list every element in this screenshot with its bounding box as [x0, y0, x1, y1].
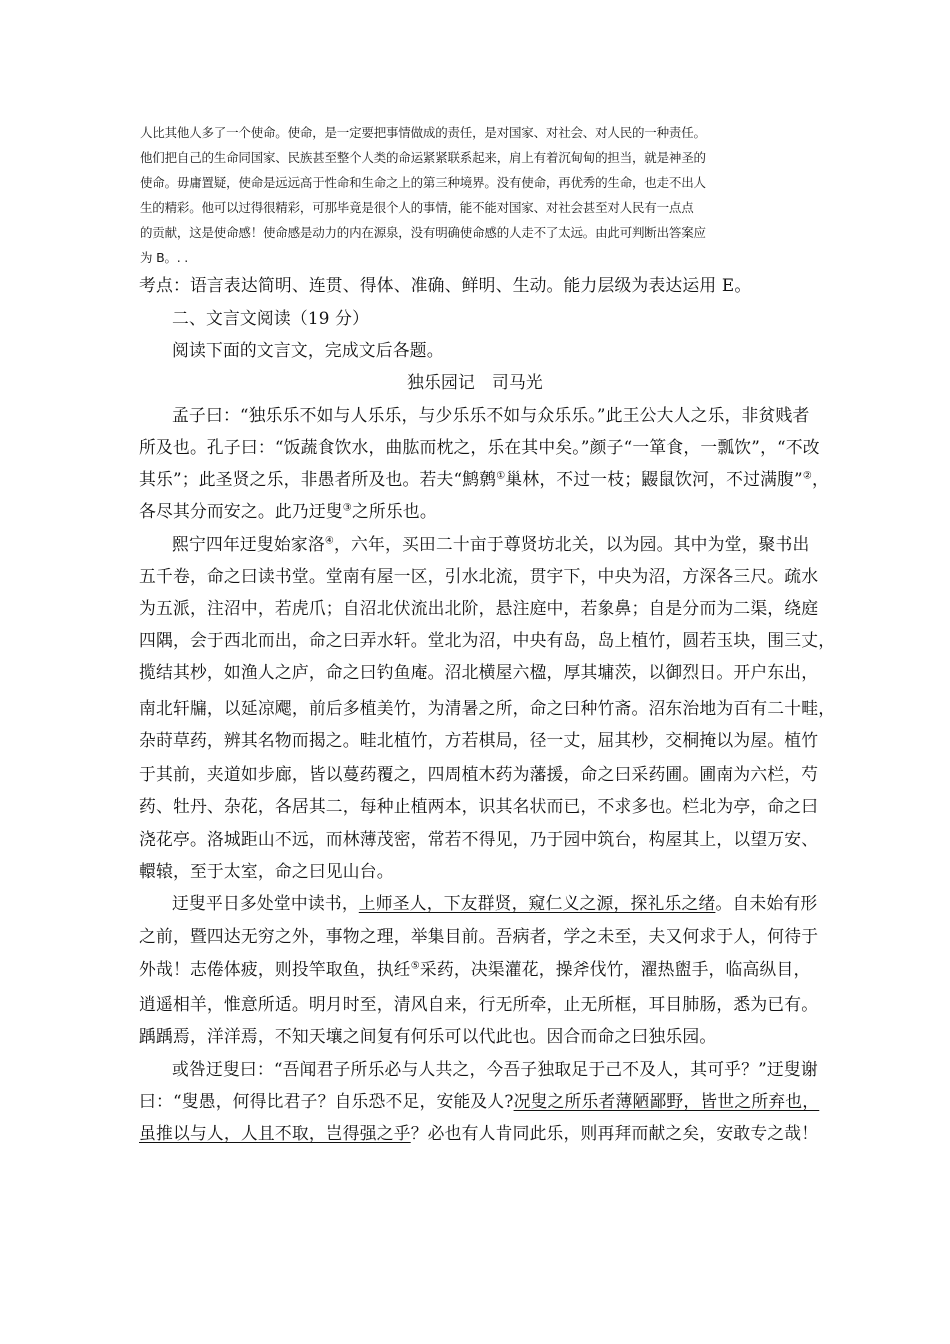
text-line: 外哉！志倦体疲，则投竿取鱼，执纴⑤采药，决渠灌花，操斧伐竹，濯热盥手，临高纵目， [139, 959, 811, 979]
footnote-marker: ③ [342, 502, 352, 514]
instruction: 阅读下面的文言文，完成文后各题。 [172, 340, 444, 360]
scan-line: 人比其他人多了一个使命。使命，是一定要把事情做成的责任，是对国家、对社会、对人民的一种责任。 [140, 125, 706, 140]
text-line: 药、牡丹、杂花，各居其二，每种止植两本，识其名状而已，不求多也。栏北为亭，命之曰 [139, 796, 819, 816]
footnote-marker: ④ [324, 535, 335, 547]
text-line: 揽结其杪，如渔人之庐，命之曰钓鱼庵。沼北横屋六楹，厚其墉茨，以御烈日。开户东出， [139, 662, 819, 682]
footnote-marker: ① [496, 470, 506, 482]
text-line: 迂叟平日多处堂中读书，上师圣人，下友群贤，窥仁义之源，探礼乐之绪。自未始有形 [172, 893, 818, 913]
footnote-marker: ⑤ [410, 960, 420, 972]
text-line: 各尽其分而安之。此乃迂叟③之所乐也。 [139, 501, 437, 521]
text-line: 所及也。孔子曰：“饭蔬食饮水，曲肱而枕之，乐在其中矣。”颜子“一箪食，一瓢饮”，“不改 [139, 437, 820, 457]
text-line: 杂莳草药，辨其名物而揭之。畦北植竹，方若棋局，径一丈，屈其杪，交桐掩以为屋。植竹 [139, 730, 819, 750]
text-line: 虽推以与人，人且不取，岂得强之乎？必也有人肯同此乐，则再拜而献之矣，安敢专之哉！ [139, 1123, 819, 1143]
text-line: 其乐”；此圣贤之乐，非愚者所及也。若夫“鹪鹩①巢林，不过一枝；鼹鼠饮河，不过满腹”②， [139, 469, 829, 489]
section-title: 二、文言文阅读（19 分） [172, 308, 370, 328]
text-line: 为五派，注沼中，若虎爪；自沼北伏流出北阶，悬注庭中，若象鼻；自是分而为二渠，绕庭 [139, 598, 819, 618]
text-line: 孟子曰：“独乐乐不如与人乐乐，与少乐乐不如与众乐乐。”此王公大人之乐，非贫贱者 [172, 405, 810, 425]
essay-title: 独乐园记 司马光 [407, 372, 543, 392]
text-line: 于其前，夹道如步廊，皆以蔓药覆之，四周植木药为藩援，命之曰采药圃。圃南为六栏，芍 [139, 764, 819, 784]
kaodian-note: 考点：语言表达简明、连贯、得体、准确、鲜明、生动。能力层级为表达运用 E。 [139, 275, 752, 295]
scanned-answer-explanation [140, 120, 740, 270]
underlined-sentence: 上师圣人，下友群贤，窥仁义之源，探礼乐之绪 [358, 893, 716, 913]
text-line: 之前，暨四达无穷之外，事物之理，举集目前。吾病者，学之未至，夫又何求于人，何待于 [139, 926, 819, 946]
text-line: 或咎迂叟曰：“吾闻君子所乐必与人共之，今吾子独取足于己不及人，其可乎？”迂叟谢 [172, 1059, 818, 1079]
footnote-marker: ② [802, 470, 812, 482]
text-line: 轘辕，至于太室，命之曰见山台。 [139, 861, 394, 881]
text-line: 四隅，会于西北而出，命之曰弄水轩。堂北为沼，中央有岛，岛上植竹，圆若玉块，围三丈， [139, 630, 836, 650]
underlined-sentence: 虽推以与人，人且不取，岂得强之乎 [139, 1123, 411, 1143]
text-line: 逍遥相羊，惟意所适。明月时至，清风自来，行无所牵，止无所框，耳目肺肠，悉为已有。 [139, 994, 819, 1014]
text-line: 五千卷，命之曰读书堂。堂南有屋一区，引水北流，贯宇下，中央为沼，方深各三尺。疏水 [139, 566, 819, 586]
text-line: 踽踽焉，洋洋焉，不知天壤之间复有何乐可以代此也。因合而命之曰独乐园。 [139, 1026, 717, 1046]
scan-line: 他们把自己的生命同国家、民族甚至整个人类的命运紧紧联系起来，肩上有着沉甸甸的担当，就是神圣的 [140, 150, 706, 165]
scan-line: 为 B。. . [140, 250, 189, 265]
underlined-sentence: 况叟之所乐者薄陋鄙野，皆世之所弃也， [513, 1091, 820, 1111]
scan-line: 生的精彩。他可以过得很精彩，可那毕竟是很个人的事情，能不能对国家、对社会甚至对人民有一点点 [140, 200, 694, 215]
text-line: 浇花亭。洛城距山不远，而林薄茂密，常若不得见，乃于园中筑台，构屋其上，以望万安、 [139, 829, 819, 849]
text-line: 南北轩牖，以延凉飔，前后多植美竹，为清暑之所，命之曰种竹斋。沼东治地为百有二十畦， [139, 698, 836, 718]
scan-line: 使命。毋庸置疑，使命是远远高于性命和生命之上的第三种境界。没有使命，再优秀的生命，也走不出人 [140, 175, 706, 190]
text-line: 熙宁四年迂叟始家洛④，六年，买田二十亩于尊贤坊北关，以为园。其中为堂，聚书出 [172, 534, 810, 554]
text-line: 曰：“叟愚，何得比君子？自乐恐不足，安能及人?况叟之所乐者薄陋鄙野，皆世之所弃也， [139, 1091, 820, 1111]
scan-line: 的贡献，这是使命感！使命感是动力的内在源泉，没有明确使命感的人走不了太远。由此可判断出答案应 [140, 225, 706, 240]
